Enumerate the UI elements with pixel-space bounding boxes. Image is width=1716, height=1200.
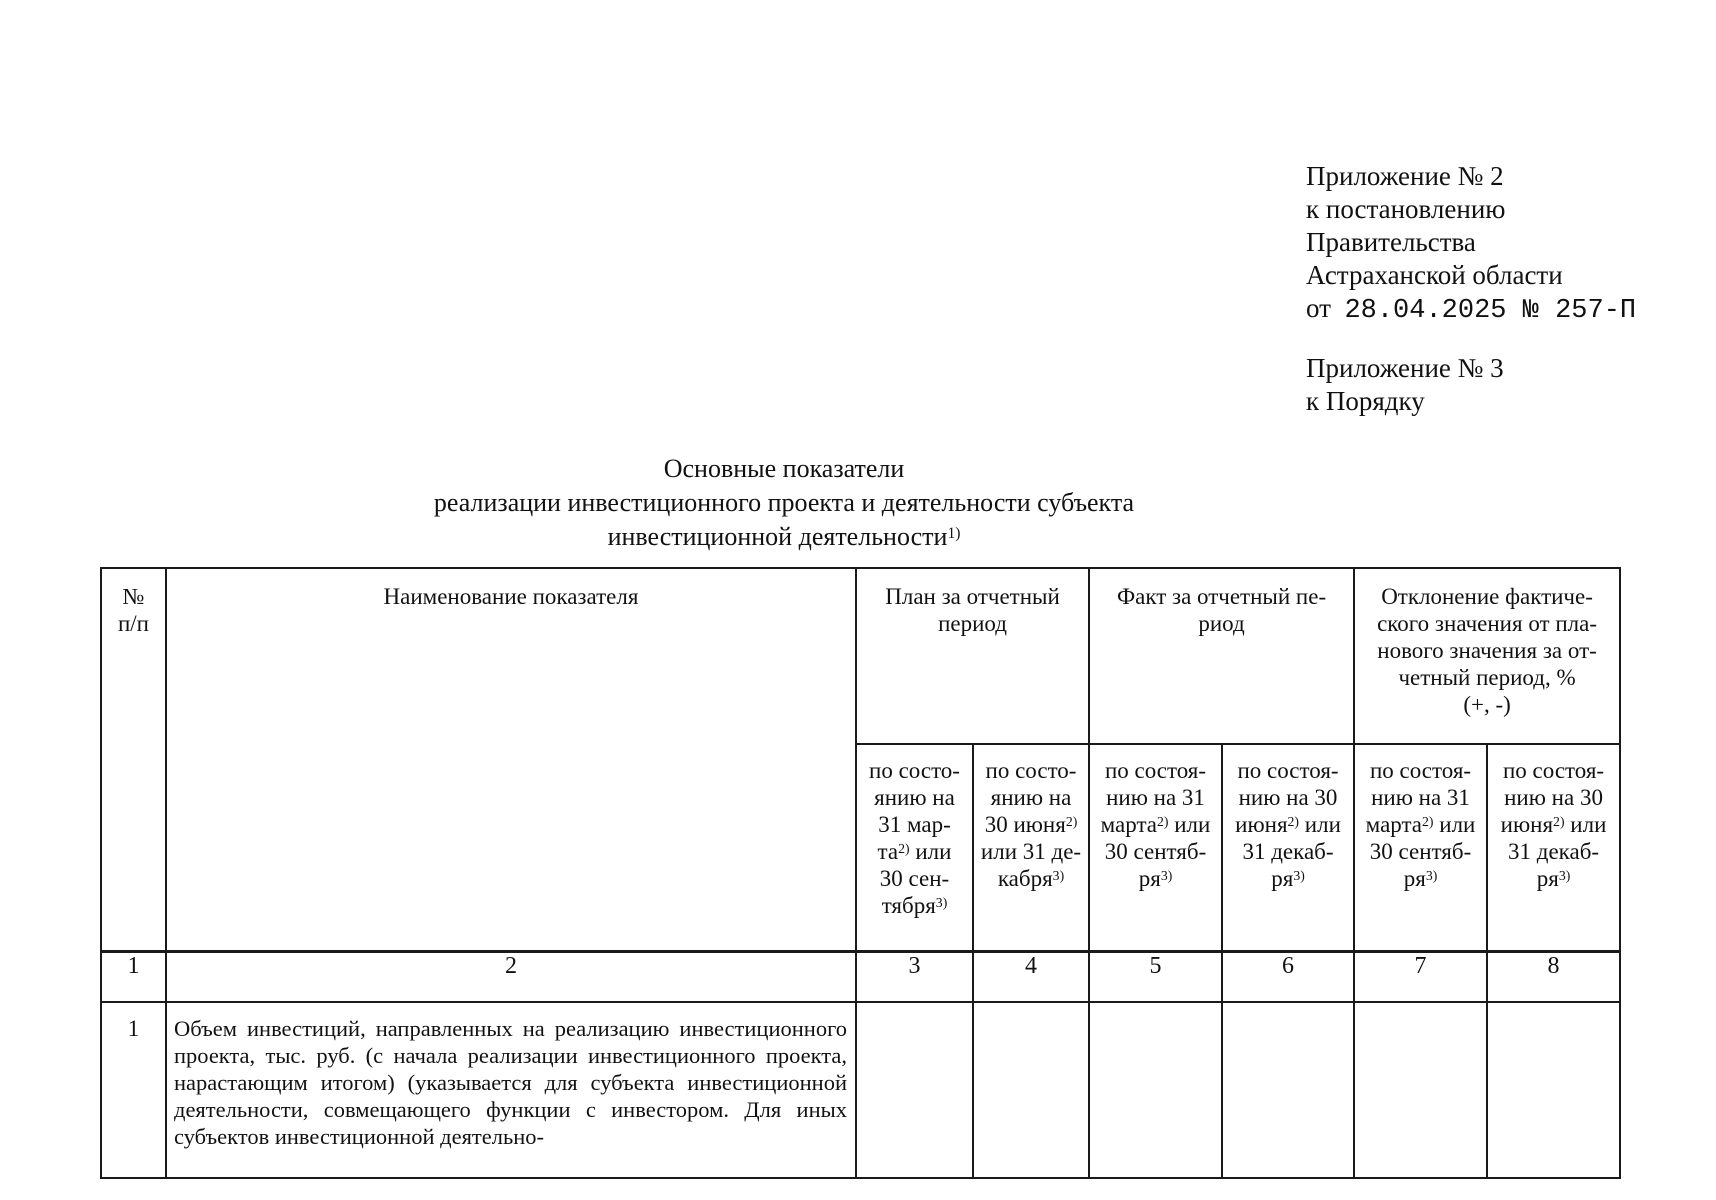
column-number-1: 1 (101, 952, 166, 1003)
appendix-2-line2: к постановлению (1306, 194, 1506, 224)
appendix-2-date-line (1306, 292, 1636, 328)
sub-c5-b: нию на 31 (1106, 785, 1205, 810)
sub-c3-d-tail: или (909, 839, 952, 864)
sub-c6-c: июня (1235, 812, 1288, 837)
appendix-2-block (1306, 160, 1636, 328)
sub-c8-c-line (1488, 811, 1619, 838)
sub-c5-e-line (1090, 865, 1221, 892)
sub-c7-c-tail: или (1433, 812, 1476, 837)
sub-c8-b: нию на 30 (1504, 785, 1603, 810)
row-value-c8 (1487, 1002, 1620, 1178)
sub-c4-e-note: 3) (1052, 867, 1065, 883)
sub-c6-a: по состоя- (1237, 758, 1339, 783)
sub-c6-e: ря (1271, 866, 1294, 891)
sub-c7-c-line (1355, 811, 1486, 838)
row-value-c5 (1089, 1002, 1222, 1178)
table-row (101, 1002, 1620, 1178)
header-number-line2: п/п (117, 611, 149, 636)
sub-c8-c-tail: или (1564, 812, 1607, 837)
sub-c3-a: по состо- (869, 758, 960, 783)
sub-c4-c: 30 июня (984, 812, 1066, 837)
sub-c7-e-note: 3) (1425, 867, 1438, 883)
appendix-3-line1: Приложение № 3 (1306, 353, 1504, 383)
header-number-line1: № (122, 584, 145, 609)
sub-c3-e: 30 сен- (879, 866, 950, 891)
column-number-2: 2 (166, 952, 856, 1003)
sub-c6-e-line (1223, 865, 1353, 892)
sub-c7-e: ря (1403, 866, 1426, 891)
appendix-2-line1: Приложение № 2 (1306, 161, 1504, 191)
title-line1: Основные показатели (663, 454, 905, 483)
column-number-4: 4 (973, 952, 1089, 1003)
sub-c5-e: ря (1138, 866, 1161, 891)
sub-c7-c-note: 2) (1422, 813, 1434, 829)
sub-c5-d: 30 сентяб- (1104, 839, 1207, 864)
indicators-table (100, 567, 1621, 1179)
sub-c3-d-note: 2) (898, 840, 910, 856)
document-title (0, 452, 1716, 554)
sub-c7-c: марта (1365, 812, 1423, 837)
sub-c4-c-note: 2) (1065, 813, 1078, 829)
sub-c5-c-note: 2) (1157, 813, 1169, 829)
column-number-6: 6 (1222, 952, 1354, 1003)
row-indicator-text: Объем инвестиций, направленных на реализацию инвестиционного проекта, тыс. руб. (с начала реализации инвестиционного проекта, нарастающим итогом) (указывается для субъекта инвестиционной деятельности, совмещающего функции с инвестором. Для иных субъектов инвестиционной деятельно- (166, 1002, 856, 1178)
appendix-3-block (1306, 352, 1504, 418)
row-value-c6 (1222, 1002, 1354, 1178)
sub-c4-d: или 31 де- (980, 839, 1082, 864)
sub-c4-e-line (974, 865, 1088, 892)
sub-c8-a: по состоя- (1502, 758, 1605, 783)
subheader-c4 (973, 744, 1089, 952)
sub-c3-f-line (857, 892, 972, 919)
sub-c7-a: по состоя- (1369, 758, 1472, 783)
sub-c6-d: 31 декаб- (1242, 839, 1334, 864)
sub-c4-b: янию на (990, 785, 1072, 810)
subheader-c5 (1089, 744, 1222, 952)
sub-c7-d: 30 сентяб- (1369, 839, 1472, 864)
header-number (101, 568, 166, 952)
header-deviation-line1: Отклонение фактиче- (1381, 584, 1593, 609)
title-footnote-mark: 1) (947, 524, 961, 542)
header-deviation-line2: ского значения от пла- (1377, 611, 1597, 636)
appendix-2-date-number: 28.04.2025 № 257-П (1344, 296, 1637, 326)
header-plan (856, 568, 1089, 744)
appendix-2-line3: Правительства (1306, 227, 1476, 257)
sub-c7-b: нию на 31 (1371, 785, 1470, 810)
column-number-row (101, 952, 1620, 1003)
header-deviation (1354, 568, 1620, 744)
sub-c5-c: марта (1100, 812, 1157, 837)
subheader-c8 (1487, 744, 1620, 952)
header-indicator-name: Наименование показателя (166, 568, 856, 952)
sub-c7-e-line (1355, 865, 1486, 892)
row-value-c3 (856, 1002, 973, 1178)
sub-c4-c-line (974, 811, 1088, 838)
appendix-3-line2: к Порядку (1306, 386, 1425, 416)
column-number-3: 3 (856, 952, 973, 1003)
sub-c6-e-note: 3) (1293, 867, 1305, 883)
header-fact-line2: риод (1198, 611, 1245, 636)
row-number: 1 (101, 1002, 166, 1178)
sub-c4-a: по состо- (985, 758, 1077, 783)
sub-c5-e-note: 3) (1160, 867, 1173, 883)
sub-c3-d: та (877, 839, 899, 864)
header-fact (1089, 568, 1354, 744)
subheader-c3 (856, 744, 973, 952)
header-plan-line2: период (938, 611, 1007, 636)
header-row (101, 568, 1620, 744)
sub-c6-c-note: 2) (1287, 813, 1300, 829)
sub-c8-e-line (1488, 865, 1619, 892)
sub-c8-d: 31 декаб- (1508, 839, 1600, 864)
sub-c6-c-tail: или (1299, 812, 1341, 837)
header-fact-line1: Факт за отчетный пе- (1116, 584, 1327, 609)
appendix-2-date-prefix: от (1306, 293, 1331, 323)
row-value-c7 (1354, 1002, 1487, 1178)
header-deviation-line4: четный период, % (1398, 665, 1576, 690)
title-line3: инвестиционной деятельности (607, 522, 948, 551)
sub-c3-f-note: 3) (935, 894, 948, 910)
sub-c3-d-line (857, 838, 972, 865)
header-deviation-line3: нового значения за от- (1377, 638, 1597, 663)
sub-c3-b: янию на (874, 785, 955, 810)
sub-c5-c-tail: или (1168, 812, 1211, 837)
header-plan-line1: План за отчетный (885, 584, 1060, 609)
sub-c8-c: июня (1500, 812, 1554, 837)
sub-c5-c-line (1090, 811, 1221, 838)
sub-c6-b: нию на 30 (1238, 785, 1338, 810)
sub-c8-e-note: 3) (1558, 867, 1571, 883)
title-line3-wrap (0, 520, 1716, 554)
sub-c5-a: по состоя- (1104, 758, 1207, 783)
sub-c8-e: ря (1536, 866, 1559, 891)
sub-c3-c: 31 мар- (878, 812, 951, 837)
column-number-7: 7 (1354, 952, 1487, 1003)
header-deviation-line5: (+, -) (1463, 692, 1511, 717)
column-number-8: 8 (1487, 952, 1620, 1003)
appendix-2-line4: Астраханской области (1306, 260, 1563, 290)
sub-c3-f: тября (881, 893, 936, 918)
sub-c8-c-note: 2) (1553, 813, 1565, 829)
subheader-c6 (1222, 744, 1354, 952)
column-number-5: 5 (1089, 952, 1222, 1003)
sub-c6-c-line (1223, 811, 1353, 838)
row-value-c4 (973, 1002, 1089, 1178)
sub-c4-e: кабря (997, 866, 1053, 891)
subheader-c7 (1354, 744, 1487, 952)
title-line2: реализации инвестиционного проекта и деятельности субъекта (433, 488, 1135, 517)
